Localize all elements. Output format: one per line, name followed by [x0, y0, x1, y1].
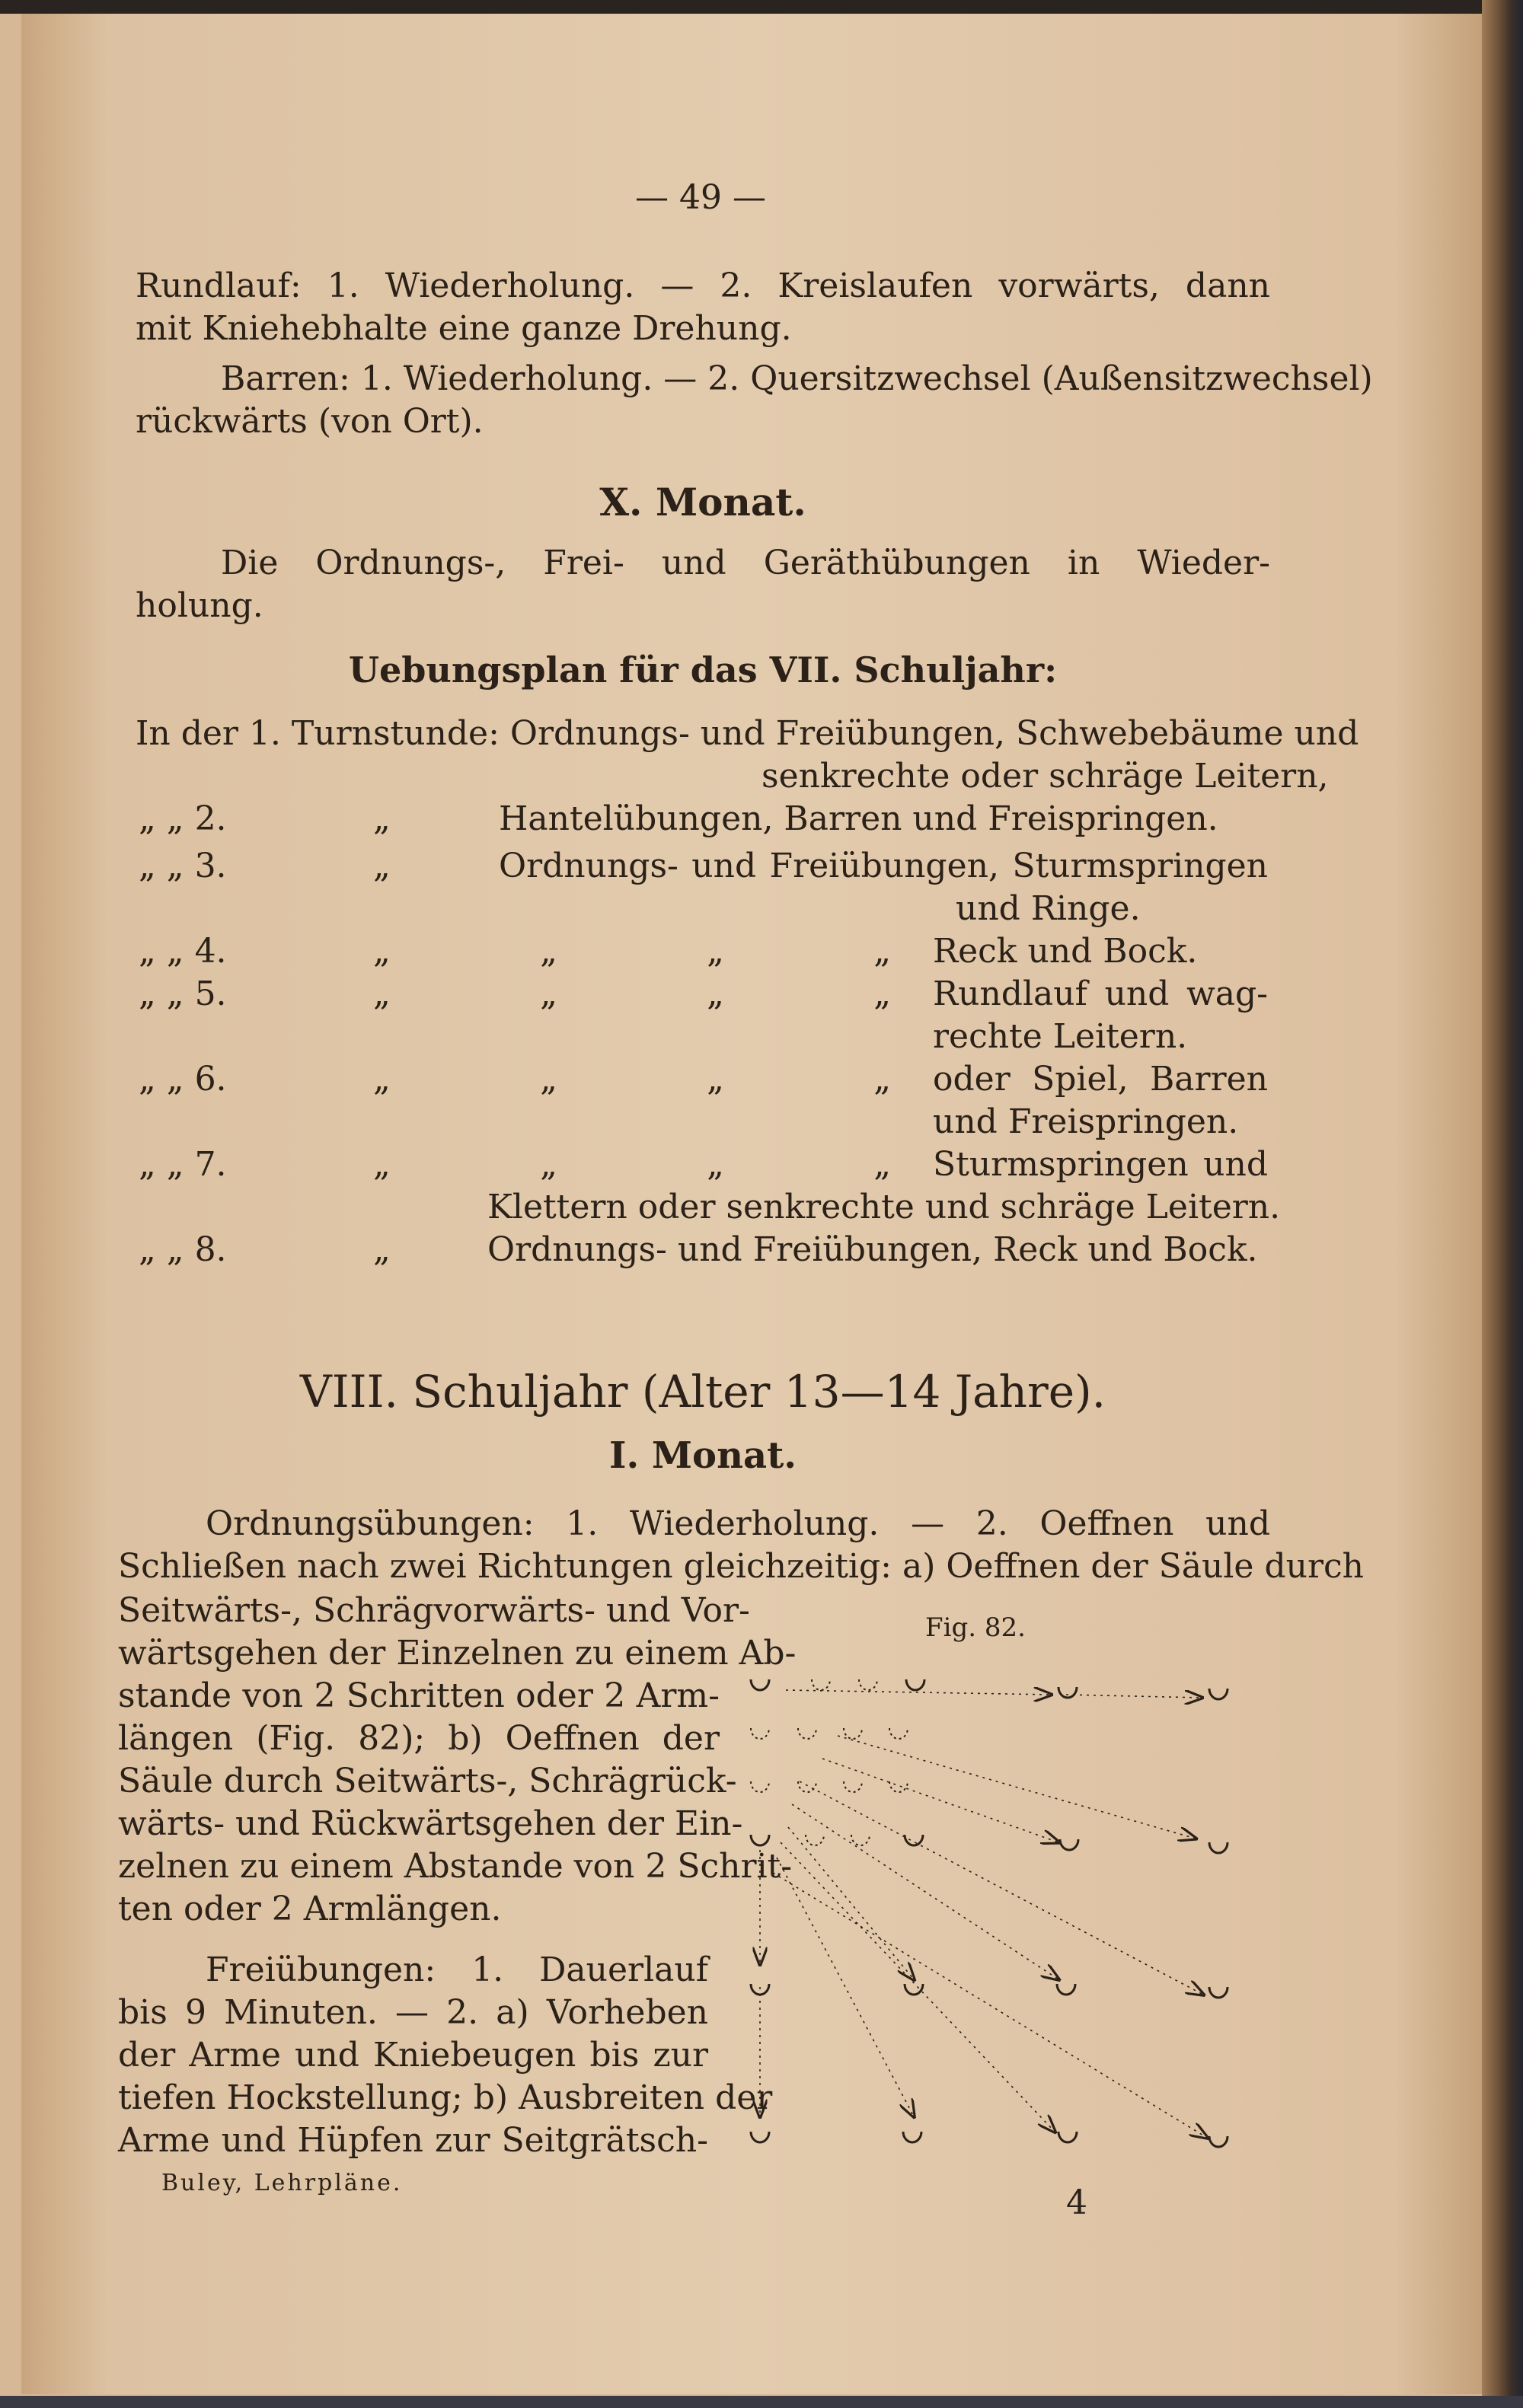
plan-row-5-cont: rechte Leitern. — [933, 1017, 1188, 1056]
plan-row-2-ditto: „ „ 2. — [139, 799, 227, 838]
plan-row-3-cont: und Ringe. — [956, 889, 1141, 928]
ordnung-col-line-1: Seitwärts-, Schrägvorwärts- und Vor- — [118, 1591, 750, 1630]
plan-row-6: oder Spiel, Barren — [933, 1060, 1268, 1099]
plan-row-7-ditto: „ „ 7. — [139, 1145, 227, 1184]
plan-row-4-ditto-marks: „ „ „ „ — [373, 932, 891, 971]
plan-row-8-ditto: „ „ 8. — [139, 1230, 227, 1269]
year-8-heading: VIII. Schuljahr (Alter 13—14 Jahre). — [299, 1366, 1106, 1418]
plan-row-7-cont: Klettern oder senkrechte und schräge Leitern. — [487, 1188, 1281, 1226]
ordnung-col-line-8: ten oder 2 Armlängen. — [118, 1890, 502, 1928]
frei-line-3: der Arme und Kniebeugen bis zur — [118, 2036, 708, 2075]
plan-row-7-ditto-marks: „ „ „ „ — [373, 1145, 891, 1184]
scan-bottom-edge — [0, 2396, 1523, 2408]
scan-top-edge — [0, 0, 1523, 14]
plan-row-5-ditto: „ „ 5. — [139, 974, 227, 1013]
plan-row-4: Reck und Bock. — [933, 932, 1198, 971]
page-number: — 49 — — [635, 178, 766, 217]
plan-row-3-ditto-mark: „ — [373, 847, 391, 885]
plan-row-1-cont: senkrechte oder schräge Leitern, — [762, 757, 1329, 796]
ordnung-line-1: Ordnungsübungen: 1. Wiederholung. — 2. Oeffnen und — [206, 1504, 1270, 1543]
plan-heading: Uebungsplan für das VII. Schuljahr: — [348, 649, 1058, 691]
barren-line-2: rückwärts (von Ort). — [136, 402, 484, 441]
ordnung-col-line-3: stande von 2 Schritten oder 2 Arm- — [118, 1676, 720, 1715]
plan-row-8: Ordnungs- und Freiübungen, Reck und Bock. — [487, 1230, 1258, 1269]
footer-source: Buley, Lehrpläne. — [161, 2170, 403, 2196]
plan-row-3: Ordnungs- und Freiübungen, Sturmspringen — [499, 847, 1268, 885]
ordnung-col-line-5: Säule durch Seitwärts-, Schrägrück- — [118, 1762, 737, 1800]
ordnung-col-line-4: längen (Fig. 82); b) Oeffnen der — [118, 1719, 720, 1758]
plan-row-1: In der 1. Turnstunde: Ordnungs- und Freiübungen, Schwebebäume und — [136, 714, 1359, 753]
frei-line-1: Freiübungen: 1. Dauerlauf — [206, 1950, 708, 1989]
plan-row-2-ditto-mark: „ — [373, 799, 391, 838]
frei-line-5: Arme und Hüpfen zur Seitgrätsch- — [118, 2121, 708, 2160]
figure-label: Fig. 82. — [925, 1612, 1026, 1643]
plan-row-5: Rundlauf und wag- — [933, 974, 1268, 1013]
ordnung-col-line-6: wärts- und Rückwärtsgehen der Ein- — [118, 1804, 743, 1843]
plan-row-4-ditto: „ „ 4. — [139, 932, 227, 971]
month-10-text-2: holung. — [136, 586, 263, 625]
plan-row-6-ditto-marks: „ „ „ „ — [373, 1060, 891, 1099]
plan-row-3-ditto: „ „ 3. — [139, 847, 227, 885]
rundlauf-line-2: mit Kniehebhalte eine ganze Drehung. — [136, 309, 792, 348]
figure-82-diagram — [731, 1644, 1264, 2177]
ordnung-col-line-2: wärtsgehen der Einzelnen zu einem Ab- — [118, 1634, 797, 1673]
frei-line-2: bis 9 Minuten. — 2. a) Vorheben — [118, 1993, 708, 2032]
barren-line-1: Barren: 1. Wiederholung. — 2. Quersitzwechsel (Außensitzwechsel) — [221, 359, 1373, 398]
ordnung-col-line-7: zelnen zu einem Abstande von 2 Schrit- — [118, 1847, 793, 1886]
plan-row-6-cont: und Freispringen. — [933, 1102, 1239, 1141]
month-10-text-1: Die Ordnungs-, Frei- und Geräthübungen in Wieder- — [221, 544, 1270, 582]
signature-mark: 4 — [1066, 2183, 1087, 2222]
month-10-heading: X. Monat. — [599, 480, 806, 525]
plan-row-6-ditto: „ „ 6. — [139, 1060, 227, 1099]
plan-row-8-ditto-mark: „ — [373, 1230, 391, 1269]
plan-row-5-ditto-marks: „ „ „ „ — [373, 974, 891, 1013]
book-spine — [1482, 0, 1523, 2408]
plan-row-7: Sturmspringen und — [933, 1145, 1268, 1184]
frei-line-4: tiefen Hockstellung; b) Ausbreiten der — [118, 2078, 773, 2117]
year-8-month-1-heading: I. Monat. — [609, 1434, 797, 1477]
plan-row-2: Hantelübungen, Barren und Freispringen. — [499, 799, 1218, 838]
rundlauf-line-1: Rundlauf: 1. Wiederholung. — 2. Kreislaufen vorwärts, dann — [136, 266, 1270, 305]
ordnung-line-2: Schließen nach zwei Richtungen gleichzeitig: a) Oeffnen der Säule durch — [118, 1547, 1364, 1586]
